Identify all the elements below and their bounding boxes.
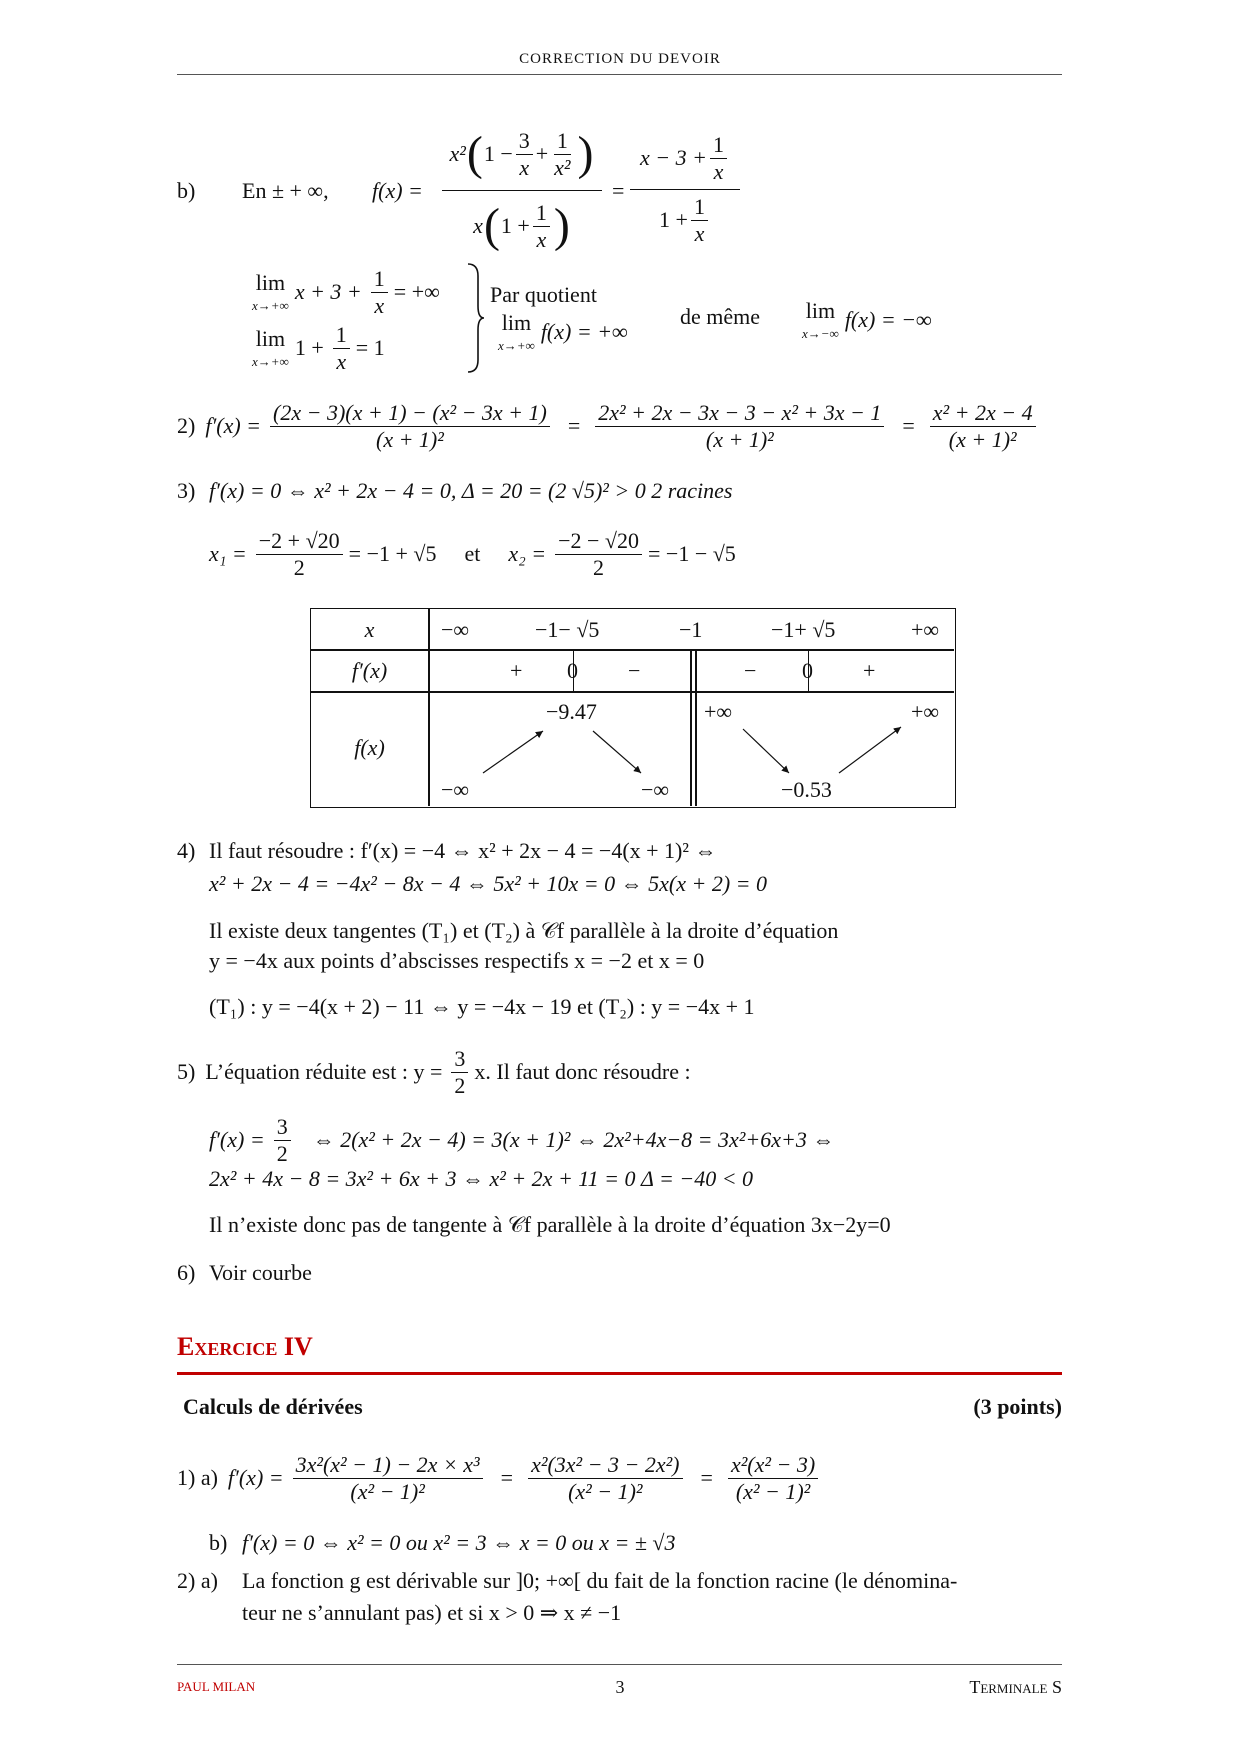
q1b-den-frac-1: 1 (533, 200, 550, 226)
q1b-rhs-den-frac-x: x (694, 220, 705, 246)
ex4-q1a-frac-1 (293, 1452, 483, 1504)
vt-sign-0: + (510, 658, 523, 683)
ex4-q1b-label: b) (209, 1530, 228, 1555)
q1b-den-paren-open: ( (483, 199, 500, 252)
q5-line3: 2x² + 4x − 8 = 3x² + 6x + 3 ⇔ x² + 2x + 11 = 0 Δ = −40 < 0 (209, 1166, 754, 1191)
ex4-q1a-frac-2-num: x²(3x² − 3 − 2x²) (528, 1452, 682, 1478)
ex4-q1a-eq-2: = (700, 1465, 713, 1490)
vt-x-2: −1 (679, 617, 703, 642)
q3-x1: x₁ = (209, 541, 247, 566)
ex4-q1a-frac-2-den: (x² − 1)² (568, 1478, 643, 1504)
vt-row-fp: f′(x) (351, 658, 388, 683)
q1b-rhs-den-frac (691, 194, 708, 246)
q3-x1-den: 2 (293, 554, 305, 580)
q1b-rhs-den-frac-1: 1 (691, 194, 708, 220)
vt-arrow-up-1 (483, 731, 543, 773)
q1b-limit-1 (252, 262, 446, 322)
exercise-points: (3 points) (973, 1394, 1062, 1419)
ex4-q1a-fpx: f′(x) = (227, 1465, 284, 1490)
q5-l2-end: ⇔ 2(x² + 2x − 4) = 3(x + 1)² ⇔ 2x²+4x−8 = 3x²+6x+3 ⇔ (312, 1127, 835, 1152)
ex4-q1a-line (177, 1448, 824, 1508)
q1b-lim1-sub: x→+∞ (252, 298, 289, 313)
vt-sign-3: − (744, 658, 757, 683)
q6-text: Voir courbe (209, 1260, 312, 1285)
q1b-num-factor: x² (449, 141, 466, 166)
q2-frac-3 (930, 400, 1036, 452)
q1b-lim4-expr: f(x) = −∞ (844, 307, 932, 332)
vt-f-right-top-right: +∞ (911, 699, 940, 724)
q4-label: 4) (177, 838, 196, 863)
q1b-lim2-res: = 1 (355, 335, 385, 360)
q5-l2-frac-d: 2 (276, 1140, 288, 1166)
q2-frac-2-num: 2x² + 2x − 3x − 3 − x² + 3x − 1 (595, 400, 884, 426)
ex4-q1a-frac-2 (528, 1452, 682, 1504)
vt-sign-2: − (628, 658, 641, 683)
q5-l2-frac (274, 1114, 291, 1166)
footer-level: Terminale S (969, 1677, 1062, 1697)
footer-rule (177, 1664, 1062, 1665)
q1b-num-frac-3x (516, 128, 533, 180)
q1b-fx: f(x) = (372, 178, 423, 203)
q1b-den-frac (533, 200, 550, 252)
q1b-lim2-frac-1: 1 (333, 322, 350, 348)
q3-roots (209, 524, 742, 584)
q2-eq-2: = (902, 413, 915, 438)
q1b-num-frac-1x2 (551, 128, 573, 180)
q5-intro-frac (451, 1046, 468, 1098)
q3-et: et (464, 541, 481, 566)
exercise-title: Exercice IV (177, 1332, 313, 1361)
vt-x-3: −1+ √5 (771, 617, 836, 642)
vt-x-0: −∞ (441, 617, 470, 642)
q1b-num-paren-close: ) (577, 127, 594, 180)
q3-x2: x₂ = (508, 541, 547, 566)
q1b-lim3-sub: x→+∞ (498, 338, 535, 353)
q1b-limit-2 (252, 318, 391, 378)
q1b-rhs-den-expr: 1 + (659, 207, 688, 232)
q1b-lim1-res: = +∞ (393, 279, 440, 304)
q3-x2-den: 2 (593, 554, 605, 580)
q5-label: 5) (177, 1059, 196, 1084)
q1b-lim2-frac (333, 322, 350, 374)
q1b-brace (466, 262, 486, 374)
q2-line (177, 396, 1042, 456)
q1b-limit-3 (498, 312, 634, 352)
q1b-num-frac-1: 1 (554, 128, 571, 154)
q5-intro-frac-d: 2 (454, 1072, 466, 1098)
vt-f-right-top-left: +∞ (704, 699, 733, 724)
q1b-lim3-word: lim (501, 310, 532, 335)
q1b-main-bar (442, 190, 602, 191)
vt-sign-4: 0 (802, 658, 813, 683)
q2-frac-1-num: (2x − 3)(x + 1) − (x² − 3x + 1) (270, 400, 550, 426)
vt-arrow-up-2 (839, 727, 901, 773)
ex4-q1b-text: f′(x) = 0 ⇔ x² = 0 ou x² = 3 ⇔ x = 0 ou x = ± √3 (242, 1530, 676, 1555)
ex4-q2a-line1: La fonction g est dérivable sur ]0; +∞[ du fait de la fonction racine (le dénomina- (242, 1568, 958, 1593)
q5-intro-end: x. Il faut donc résoudre : (474, 1059, 691, 1084)
q4-line4: y = −4x aux points d’abscisses respectifs x = −2 et x = 0 (209, 948, 705, 973)
q1b-num-paren-a: 1 − (483, 141, 513, 166)
q5-line2 (209, 1110, 840, 1170)
footer-page-number: 3 (615, 1677, 625, 1697)
q3-x1-res: = −1 + √5 (348, 541, 437, 566)
q2-eq-1: = (567, 413, 581, 438)
vt-arrows (311, 691, 954, 806)
ex4-q1a-eq-1: = (500, 1465, 514, 1490)
ex4-q1a-frac-3-den: (x² − 1)² (735, 1478, 811, 1504)
ex4-q1a-frac-1-num: 3x²(x² − 1) − 2x × x³ (293, 1452, 483, 1478)
q5-l2-start: f′(x) = (209, 1127, 265, 1152)
q4-line5: (T₁) : y = −4(x + 2) − 11 ⇔ y = −4x − 19 et (T₂) : y = −4x + 1 (209, 994, 755, 1019)
q1b-lim4 (802, 298, 839, 342)
q3-x1-frac (256, 528, 343, 580)
q1b-rhs-num-frac-1: 1 (710, 132, 727, 158)
vt-row-x: x (364, 617, 375, 642)
vt-sign-5: + (863, 658, 876, 683)
q2-frac-3-den: (x + 1)² (948, 426, 1017, 452)
q1b-lim3 (498, 310, 535, 354)
q6-label: 6) (177, 1260, 196, 1285)
q2-frac-1 (270, 400, 550, 452)
q1b-lim2-word: lim (255, 326, 286, 351)
q3-x2-res: = −1 − √5 (648, 541, 736, 566)
q1b-lim1-frac (371, 266, 388, 318)
q5-l2-frac-n: 3 (274, 1114, 291, 1140)
q1b-num-frac-x2: x² (554, 154, 571, 180)
q1b-lim1-frac-x: x (374, 292, 385, 318)
exercise-rule (177, 1372, 1062, 1375)
q1b-num-frac-3: 3 (516, 128, 533, 154)
vt-arrow-down-2 (743, 729, 789, 773)
q1b-den-frac-x: x (536, 226, 547, 252)
q1b-num-plus: + (535, 141, 549, 166)
q1b-de-meme: de même (680, 304, 761, 329)
q1b-par-quotient: Par quotient (490, 282, 597, 307)
q2-fpx: f′(x) = (205, 413, 262, 438)
q2-label: 2) (177, 413, 196, 438)
q1b-num-frac-x: x (519, 154, 530, 180)
q1b-lim2-frac-x: x (336, 348, 347, 374)
q1b-rhs-den (630, 192, 740, 248)
q1b-rhs-num (630, 130, 740, 186)
q1b-lim2-sub: x→+∞ (252, 354, 289, 369)
vt-f-left-low: −∞ (441, 777, 470, 802)
vt-f-mid-low: −∞ (641, 777, 670, 802)
q5-line4: Il n’existe donc pas de tangente à 𝒞f parallèle à la droite d’équation 3x−2y=0 (209, 1212, 891, 1237)
q2-frac-2-den: (x + 1)² (705, 426, 774, 452)
vt-f-max: −9.47 (546, 699, 597, 724)
q3-x2-num: −2 − √20 (555, 528, 642, 554)
q1b-rhs-num-expr: x − 3 + (640, 145, 707, 170)
vt-arrow-down-1 (593, 731, 641, 773)
q1b-den-paren-close: ) (553, 199, 570, 252)
q1b-numerator (442, 120, 602, 188)
q3-label: 3) (177, 478, 196, 503)
q1b-den-paren-a: 1 + (500, 213, 530, 238)
q2-frac-3-num: x² + 2x − 4 (930, 400, 1036, 426)
vt-hline-1 (311, 649, 954, 651)
q1b-limit-4 (802, 300, 938, 340)
q1b-lim1-frac-1: 1 (371, 266, 388, 292)
ex4-q1a-frac-1-den: (x² − 1)² (350, 1478, 425, 1504)
vt-x-4: +∞ (911, 617, 940, 642)
q1b-lim4-word: lim (805, 298, 836, 323)
q5-intro-frac-n: 3 (451, 1046, 468, 1072)
q1b-lim2 (252, 326, 289, 370)
q1b-eq: = (612, 178, 625, 203)
q1b-lim3-expr: f(x) = +∞ (540, 319, 628, 344)
exercise-subtitle: Calculs de dérivées (183, 1394, 363, 1419)
vt-f-min: −0.53 (781, 777, 832, 802)
vt-row-f: f(x) (354, 735, 385, 760)
q1b-lim2-expr: 1 + (294, 335, 324, 360)
footer-author: PAUL MILAN (177, 1679, 256, 1694)
q1b-lim1-expr: x + 3 + (294, 279, 362, 304)
vt-x-1: −1− √5 (535, 617, 600, 642)
q1b-rhs-num-frac (710, 132, 727, 184)
q1b-lim1-word: lim (255, 270, 286, 295)
ex4-q1a-frac-3 (728, 1452, 818, 1504)
q1b-lim1 (252, 270, 289, 314)
q1b-lim4-sub: x→−∞ (802, 326, 839, 341)
q5-intro-line (177, 1042, 697, 1102)
header-rule (177, 74, 1062, 75)
q1b-rhs-num-frac-x: x (713, 158, 724, 184)
q1b-rhs-bar (630, 189, 740, 190)
q4-line2: x² + 2x − 4 = −4x² − 8x − 4 ⇔ 5x² + 10x = 0 ⇔ 5x(x + 2) = 0 (209, 871, 768, 896)
q1b-num-paren-open: ( (466, 127, 483, 180)
header-title: CORRECTION DU DEVOIR (519, 51, 721, 67)
ex4-q1a-frac-3-num: x²(x² − 3) (728, 1452, 818, 1478)
vt-sign-1: 0 (567, 658, 578, 683)
q4-line1: Il faut résoudre : f′(x) = −4 ⇔ x² + 2x − 4 = −4(x + 1)² ⇔ (209, 838, 717, 863)
q1b-den-factor: x (473, 213, 483, 238)
variation-table (310, 608, 956, 808)
q5-intro: L’équation réduite est : y = (205, 1059, 443, 1084)
ex4-q2a-line2: teur ne s’annulant pas) et si x > 0 ⇒ x ≠ −1 (242, 1600, 622, 1625)
q4-line3: Il existe deux tangentes (T₁) et (T₂) à 𝒞f parallèle à la droite d’équation (209, 918, 839, 943)
q3-line1: f′(x) = 0 ⇔ x² + 2x − 4 = 0, Δ = 20 = (2 √5)² > 0 2 racines (209, 478, 733, 503)
ex4-q1a-label: 1) a) (177, 1465, 218, 1490)
q2-frac-1-den: (x + 1)² (376, 426, 444, 452)
q1b-denominator (442, 194, 602, 258)
q3-x1-num: −2 + √20 (256, 528, 343, 554)
q2-frac-2 (595, 400, 884, 452)
q1b-intro: En ± + ∞, (242, 178, 329, 203)
q1b-label: b) (177, 178, 196, 203)
ex4-q2a-label: 2) a) (177, 1568, 218, 1593)
q3-x2-frac (555, 528, 642, 580)
